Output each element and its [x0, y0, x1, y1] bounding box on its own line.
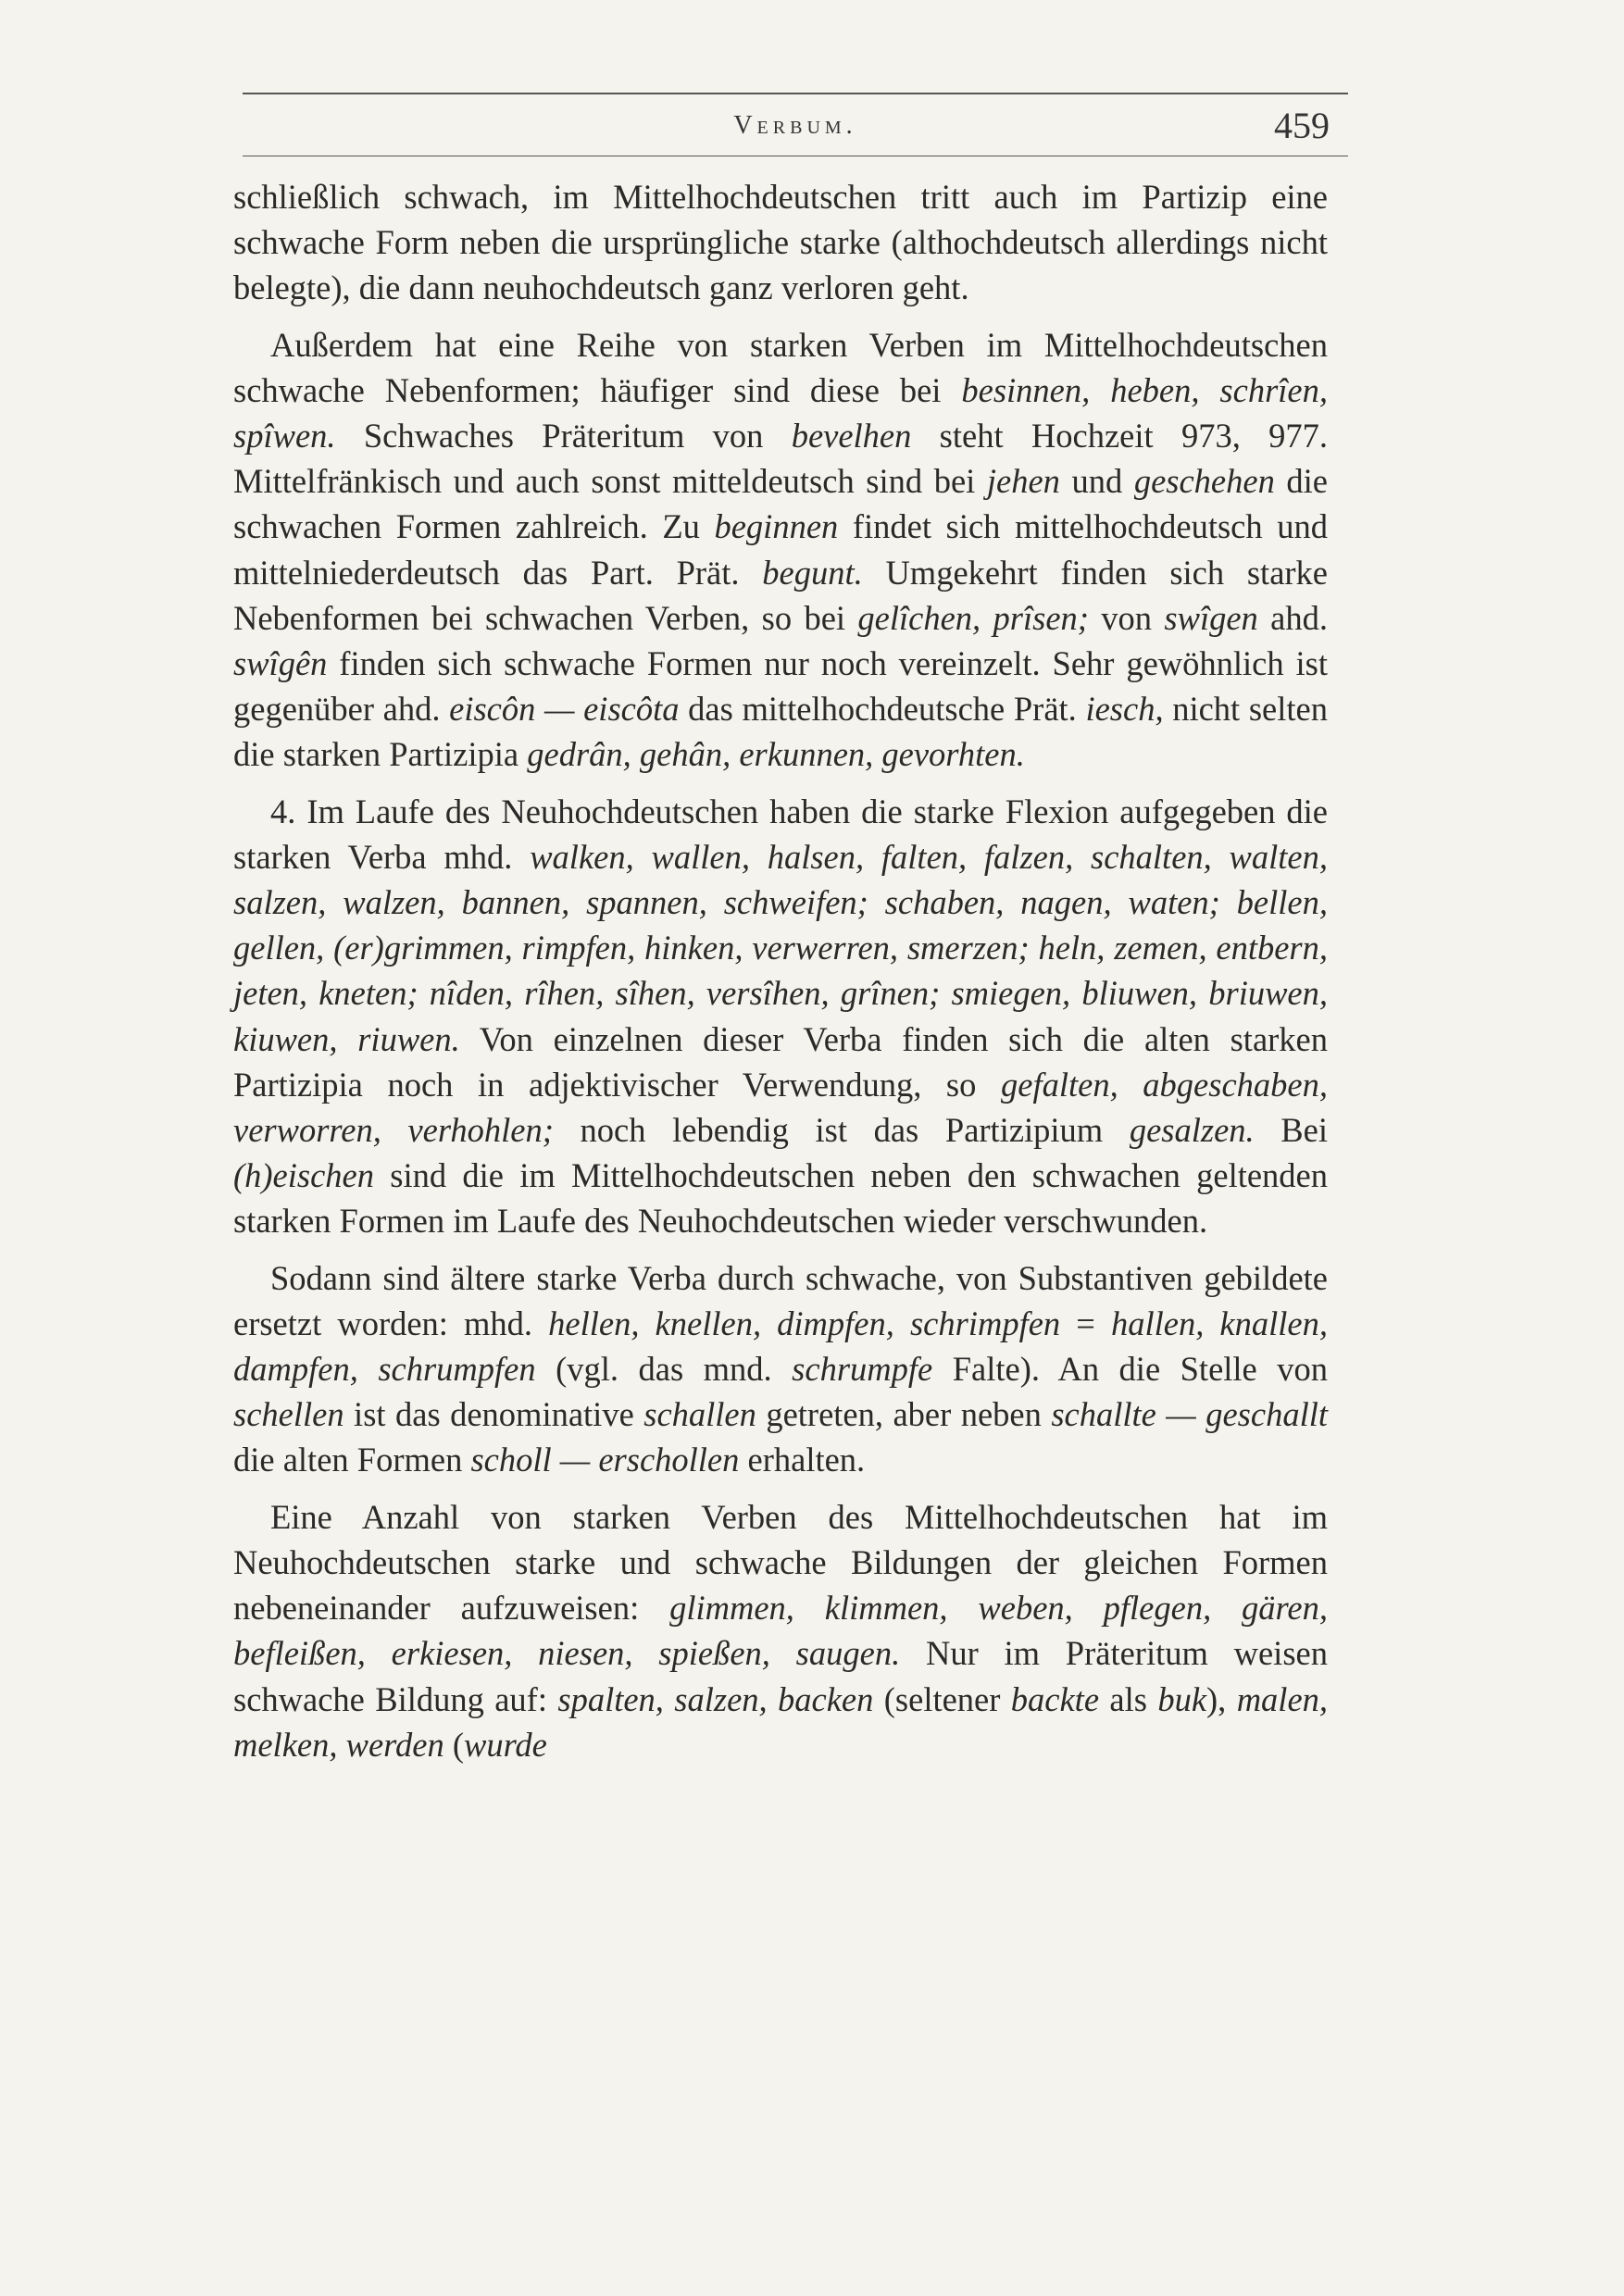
italic-text: scholl — erschollen: [470, 1441, 740, 1479]
italic-text: hellen, knellen, dimpfen, schrimpfen: [548, 1304, 1061, 1342]
paragraph: [233, 789, 1328, 1244]
text-run: ahd.: [1257, 598, 1328, 637]
text-run: Nur im Präteritum weisen schwache Bildung auf:: [233, 1634, 1328, 1718]
text-run: und: [1059, 462, 1134, 501]
italic-text: schrumpfe: [792, 1350, 933, 1389]
text-run: finden sich schwache Formen nur noch vereinzelt. Sehr gewöhnlich ist gegenüber ahd.: [233, 644, 1328, 729]
italic-text: beginnen: [714, 507, 839, 546]
running-head-title: Verbum.: [733, 111, 857, 140]
text-run: nicht selten die starken Partizipia: [233, 690, 1328, 774]
text-run: ),: [1206, 1679, 1237, 1718]
text-run: Falte). An die Stelle von: [932, 1350, 1328, 1389]
italic-text: wurde: [463, 1725, 547, 1764]
italic-text: (h)eischen: [233, 1156, 375, 1195]
text-run: die alten Formen: [233, 1441, 471, 1479]
text-run: (seltener: [873, 1679, 1011, 1718]
page-number: 459: [1274, 105, 1330, 146]
italic-text: schellen: [233, 1395, 344, 1434]
italic-text: besinnen, heben, schrîen, spîwen.: [233, 370, 1328, 455]
italic-text: begunt.: [762, 553, 863, 592]
text-run: ist das denominative: [344, 1395, 644, 1434]
italic-text: glimmen, klimmen, weben, pflegen, gären, befleißen, erkiesen, niesen, spießen, saugen.: [233, 1589, 1328, 1673]
text-run: sind die im Mittelhochdeutschen neben den schwachen geltenden starken Formen im Laufe des Neuhochdeutschen wieder verschwunden.: [233, 1156, 1328, 1241]
text-run: das mittelhochdeutsche Prät.: [679, 690, 1086, 729]
italic-text: swîgên: [233, 644, 328, 683]
italic-text: geschehen: [1133, 462, 1275, 501]
italic-text: backte: [1010, 1679, 1100, 1718]
text-run: steht Hochzeit 973, 977. Mittelfränkisch und auch sonst mitteldeutsch sind bei: [233, 417, 1328, 501]
italic-text: schallte — geschallt: [1051, 1395, 1329, 1434]
text-run: als: [1099, 1679, 1158, 1718]
text-run: von: [1088, 598, 1165, 637]
text-run: schließlich schwach, im Mittelhochdeutschen tritt auch im Partizip eine schwache Form neben die ursprüngliche starke (althochdeutsch allerdings nicht belegte), die dann neuhochdeutsch ganz verloren geht.: [233, 178, 1328, 307]
text-run: findet sich mittelhochdeutsch und mittelniederdeutsch das Part. Prät.: [233, 507, 1328, 592]
italic-text: gesalzen.: [1129, 1111, 1255, 1150]
text-run: =: [1060, 1304, 1111, 1342]
paragraph: [233, 1494, 1328, 1767]
text-run: 4. Im Laufe des Neuhochdeutschen haben die starke Flexion aufgegeben die starken Verba mhd.: [233, 792, 1328, 876]
header-top-rule: [243, 93, 1348, 94]
text-run: Außerdem hat eine Reihe von starken Verben im Mittelhochdeutschen schwache Nebenformen; häufiger sind diese bei: [233, 325, 1328, 409]
italic-text: hallen, knallen, dampfen, schrumpfen: [233, 1304, 1328, 1389]
italic-text: jehen: [986, 462, 1060, 501]
italic-text: malen, melken, werden: [233, 1679, 1329, 1764]
text-run: Umgekehrt finden sich starke Nebenformen bei schwachen Verben, so bei: [233, 553, 1329, 637]
italic-text: iesch,: [1085, 690, 1164, 729]
italic-text: walken, wallen, halsen, falten, falzen, schalten, walten, salzen, walzen, bannen, spannen, schweifen; schaben, nagen, waten; bellen, gellen, (er)grimmen, rimpfen, hinken, verwerren, smerzen; heln, zemen, entbern, jeten, kneten; nîden, rîhen, sîhen, versîhen, grînen; smiegen, bliuwen, briuwen, kiuwen, riuwen.: [233, 837, 1328, 1058]
italic-text: buk: [1157, 1679, 1207, 1718]
text-run: getreten, aber neben: [756, 1395, 1052, 1434]
running-head: [243, 104, 1348, 150]
text-run: Eine Anzahl von starken Verben des Mittelhochdeutschen hat im Neuhochdeutschen starke und schwache Bildungen der gleichen Formen nebeneinander aufzuweisen:: [233, 1497, 1328, 1628]
italic-text: spalten, salzen, backen: [557, 1679, 874, 1718]
paragraph: [233, 1255, 1328, 1483]
italic-text: gelîchen, prîsen;: [857, 598, 1089, 637]
italic-text: swîgen: [1164, 598, 1258, 637]
text-run: Bei: [1254, 1111, 1328, 1150]
paragraph: [233, 322, 1328, 778]
text-run: Schwaches Präteritum von: [335, 417, 792, 455]
italic-text: bevelhen: [791, 417, 912, 455]
italic-text: gefalten, abgeschaben, verworren, verhohlen;: [233, 1065, 1328, 1150]
body-text: [233, 174, 1328, 1778]
text-run: (: [443, 1725, 464, 1764]
text-run: noch lebendig ist das Partizipium: [553, 1111, 1130, 1150]
text-run: Von einzelnen dieser Verba finden sich die alten starken Partizipia noch in adjektivischer Verwendung, so: [233, 1019, 1328, 1104]
text-run: erhalten.: [739, 1441, 866, 1479]
italic-text: eiscôn — eiscôta: [449, 690, 680, 729]
text-run: die schwachen Formen zahlreich. Zu: [233, 462, 1328, 546]
italic-text: gedrân, gehân, erkunnen, gevorhten.: [527, 735, 1025, 774]
italic-text: schallen: [643, 1395, 756, 1434]
text-run: (vgl. das mnd.: [535, 1350, 793, 1389]
text-run: Sodann sind ältere starke Verba durch schwache, von Substantiven gebildete ersetzt worden: mhd.: [233, 1258, 1328, 1342]
paragraph: [233, 174, 1328, 311]
